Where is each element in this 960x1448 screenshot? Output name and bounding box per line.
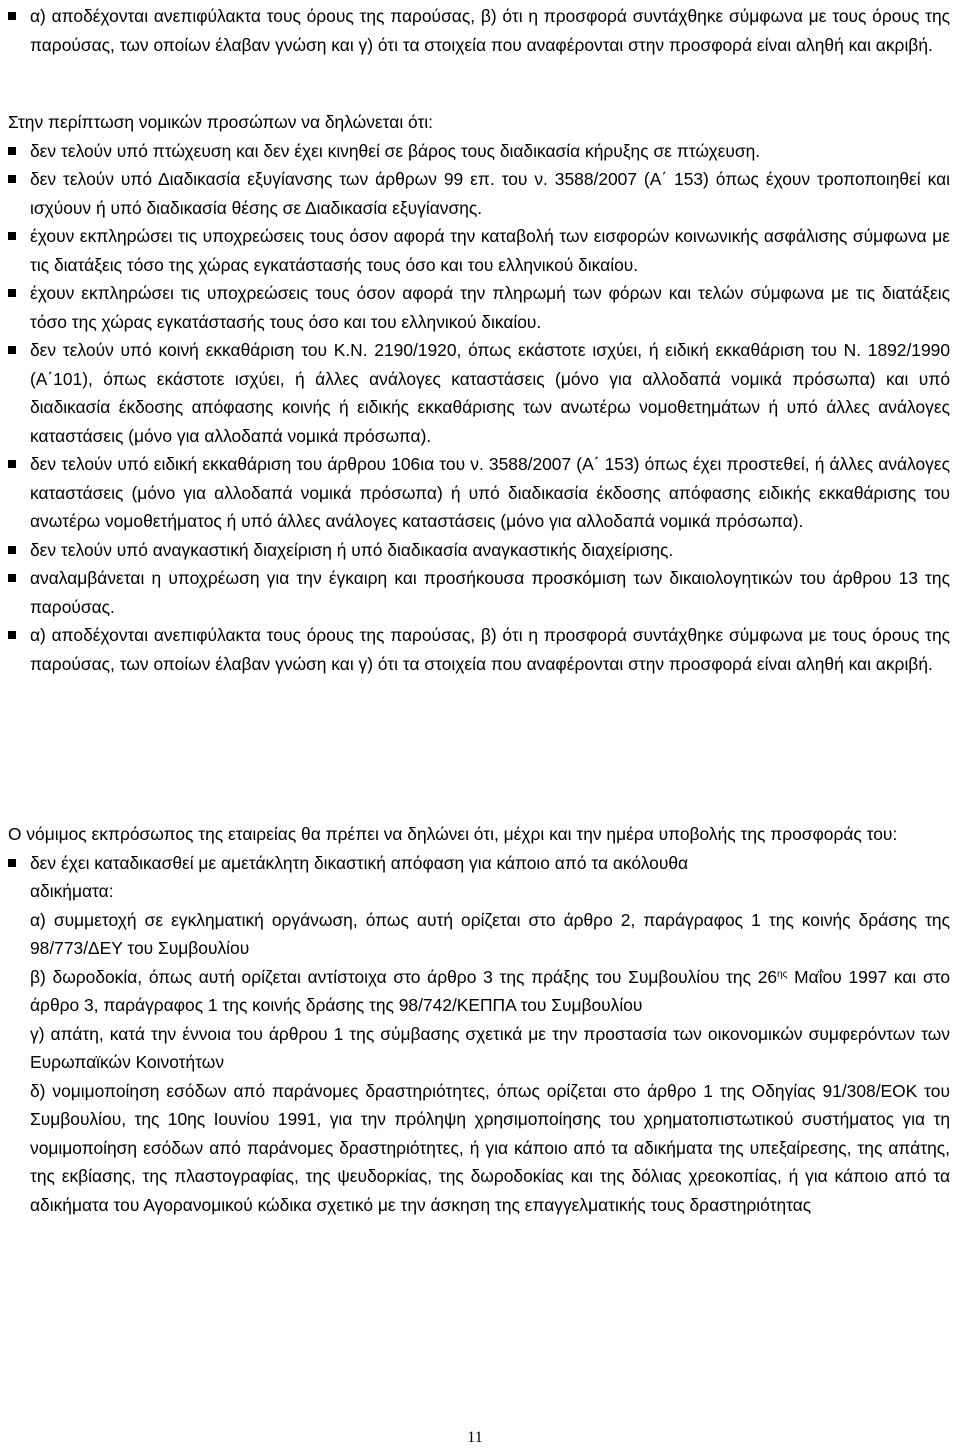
section-heading: Στην περίπτωση νομικών προσώπων να δηλώνεται ότι: — [8, 112, 434, 132]
ordinal-superscript: ης — [777, 968, 788, 980]
bullet-text: δεν έχει καταδικασθεί με αμετάκλητη δικαστική απόφαση για κάποιο από τα ακόλουθα — [30, 852, 689, 873]
top-continued-item — [0, 2, 950, 59]
offence-b-text: β) δωροδοκία, όπως αυτή ορίζεται αντίστοιχα στο άρθρο 3 της πράξης του Συμβουλίου της 26 — [30, 966, 778, 987]
page-number: 11 — [467, 1429, 483, 1446]
representative-section — [0, 820, 950, 1219]
bullet-item — [0, 621, 950, 678]
bullet-item — [0, 165, 950, 222]
bullet-item — [0, 564, 950, 621]
legal-entities-section — [0, 108, 950, 678]
bullet-item — [0, 536, 950, 565]
bullet-text: αναλαμβάνεται η υποχρέωση για την έγκαιρη και προσήκουσα προσκόμιση των δικαιολογητικών του άρθρου 13 της παρούσας. — [30, 568, 950, 617]
offence-b-text-cont: Μαΐου 1997 και στο άρθρο 3, παράγραφος 1 της κοινής δράσης της 98/742/ΚΕΠΠΑ του Συμβουλίου — [30, 966, 951, 1015]
bullet-item — [0, 849, 950, 878]
bullet-item — [0, 336, 950, 450]
offence-b — [0, 963, 950, 1020]
bullet-item — [0, 279, 950, 336]
bullet-text: έχουν εκπληρώσει τις υποχρεώσεις τους όσον αφορά την καταβολή των εισφορών κοινωνικής ασφάλισης σύμφωνα με τις διατάξεις τόσο της χώρας εγκατάστασής τους όσο και του ελληνικού δικαίου. — [30, 226, 950, 275]
bullet-item — [0, 2, 950, 59]
bullet-text: δεν τελούν υπό Διαδικασία εξυγίανσης των άρθρων 99 επ. του ν. 3588/2007 (Α΄ 153) όπως έχουν τροποποιηθεί και ισχύουν ή υπό διαδικασία θέσης σε Διαδικασία εξυγίανσης. — [30, 169, 950, 218]
offence-d: δ) νομιμοποίηση εσόδων από παράνομες δραστηριότητες, όπως ορίζεται στο άρθρο 1 της Οδηγίας 91/308/ΕΟΚ του Συμβουλίου, της 10ης Ιουνίου 1991, για την πρόληψη χρησιμοποίησης του χρηματοπιστωτικού συστήματος για τη νομιμοποίηση εσόδων από παράνομες δραστηριότητες, ή για κάποιο από τα αδικήματα της υπεξαίρεσης, της απάτης, της εκβίασης, της πλαστογραφίας, της ψευδορκίας, της δωροδοκίας και της δόλιας χρεοκοπίας, ή για κάποιο από τα αδικήματα του Αγορανομικού κώδικα σχετικό με την άσκηση της επαγγελματικής τους δραστηριότητας — [30, 1080, 950, 1215]
bullet-text: έχουν εκπληρώσει τις υποχρεώσεις τους όσον αφορά την πληρωμή των φόρων και τελών σύμφωνα με τις διατάξεις τόσο της χώρας εγκατάστασής τους όσο και του ελληνικού δικαίου. — [30, 283, 950, 332]
bullet-text: δεν τελούν υπό ειδική εκκαθάριση του άρθρου 106ια του ν. 3588/2007 (Α΄ 153) όπως έχει προστεθεί, ή άλλες ανάλογες καταστάσεις (μόνο για αλλοδαπά νομικά πρόσωπα) ή υπό διαδικασία έκδοσης απόφασης ειδικής εκκαθάρισης του ανωτέρω νομοθετήματος ή υπό άλλες ανάλογες καταστάσεις (μόνο για αλλοδαπά νομικά πρόσωπα). — [30, 454, 950, 531]
bullet-item — [0, 137, 950, 166]
bullet-item — [0, 222, 950, 279]
bullet-text: α) αποδέχονται ανεπιφύλακτα τους όρους της παρούσας, β) ότι η προσφορά συντάχθηκε σύμφωνα με τους όρους της παρούσας, των οποίων έλαβαν γνώση και γ) ότι τα στοιχεία που αναφέρονται στην προσφορά είναι αληθή και ακριβή. — [30, 6, 950, 55]
bullet-item — [0, 450, 950, 536]
bullet-text: α) αποδέχονται ανεπιφύλακτα τους όρους της παρούσας, β) ότι η προσφορά συντάχθηκε σύμφωνα με τους όρους της παρούσας, των οποίων έλαβαν γνώση και γ) ότι τα στοιχεία που αναφέρονται στην προσφορά είναι αληθή και ακριβή. — [30, 625, 950, 674]
offence-c: γ) απάτη, κατά την έννοια του άρθρου 1 της σύμβασης σχετικά με την προστασία των οικονομικών συμφερόντων των Ευρωπαϊκών Κοινοτήτων — [30, 1023, 950, 1072]
bullet-continuation: αδικήματα: — [30, 881, 114, 901]
offence-a: α) συμμετοχή σε εγκληματική οργάνωση, όπως αυτή ορίζεται στο άρθρο 2, παράγραφος 1 της κοινής δράσης της 98/773/ΔΕΥ του Συμβουλίου — [30, 909, 950, 958]
section-intro: Ο νόμιμος εκπρόσωπος της εταιρείας θα πρέπει να δηλώνει ότι, μέχρι και την ημέρα υποβολής της προσφοράς του: — [8, 824, 898, 844]
bullet-text: δεν τελούν υπό κοινή εκκαθάριση του Κ.Ν. 2190/1920, όπως εκάστοτε ισχύει, ή ειδική εκκαθάριση του Ν. 1892/1990 (Α΄101), όπως εκάστοτε ισχύει, ή άλλες ανάλογες καταστάσεις (μόνο για αλλοδαπά νομικά πρόσωπα) και υπό διαδικασία έκδοσης απόφασης κοινής ή ειδικής εκκαθάρισης των ανωτέρω νομοθετημάτων ή υπό άλλες ανάλογες καταστάσεις (μόνο για αλλοδαπά νομικά πρόσωπα). — [30, 340, 950, 446]
bullet-text: δεν τελούν υπό αναγκαστική διαχείριση ή υπό διαδικασία αναγκαστικής διαχείρισης. — [30, 539, 674, 560]
bullet-text: δεν τελούν υπό πτώχευση και δεν έχει κινηθεί σε βάρος τους διαδικασία κήρυξης σε πτώχευση. — [30, 140, 761, 161]
